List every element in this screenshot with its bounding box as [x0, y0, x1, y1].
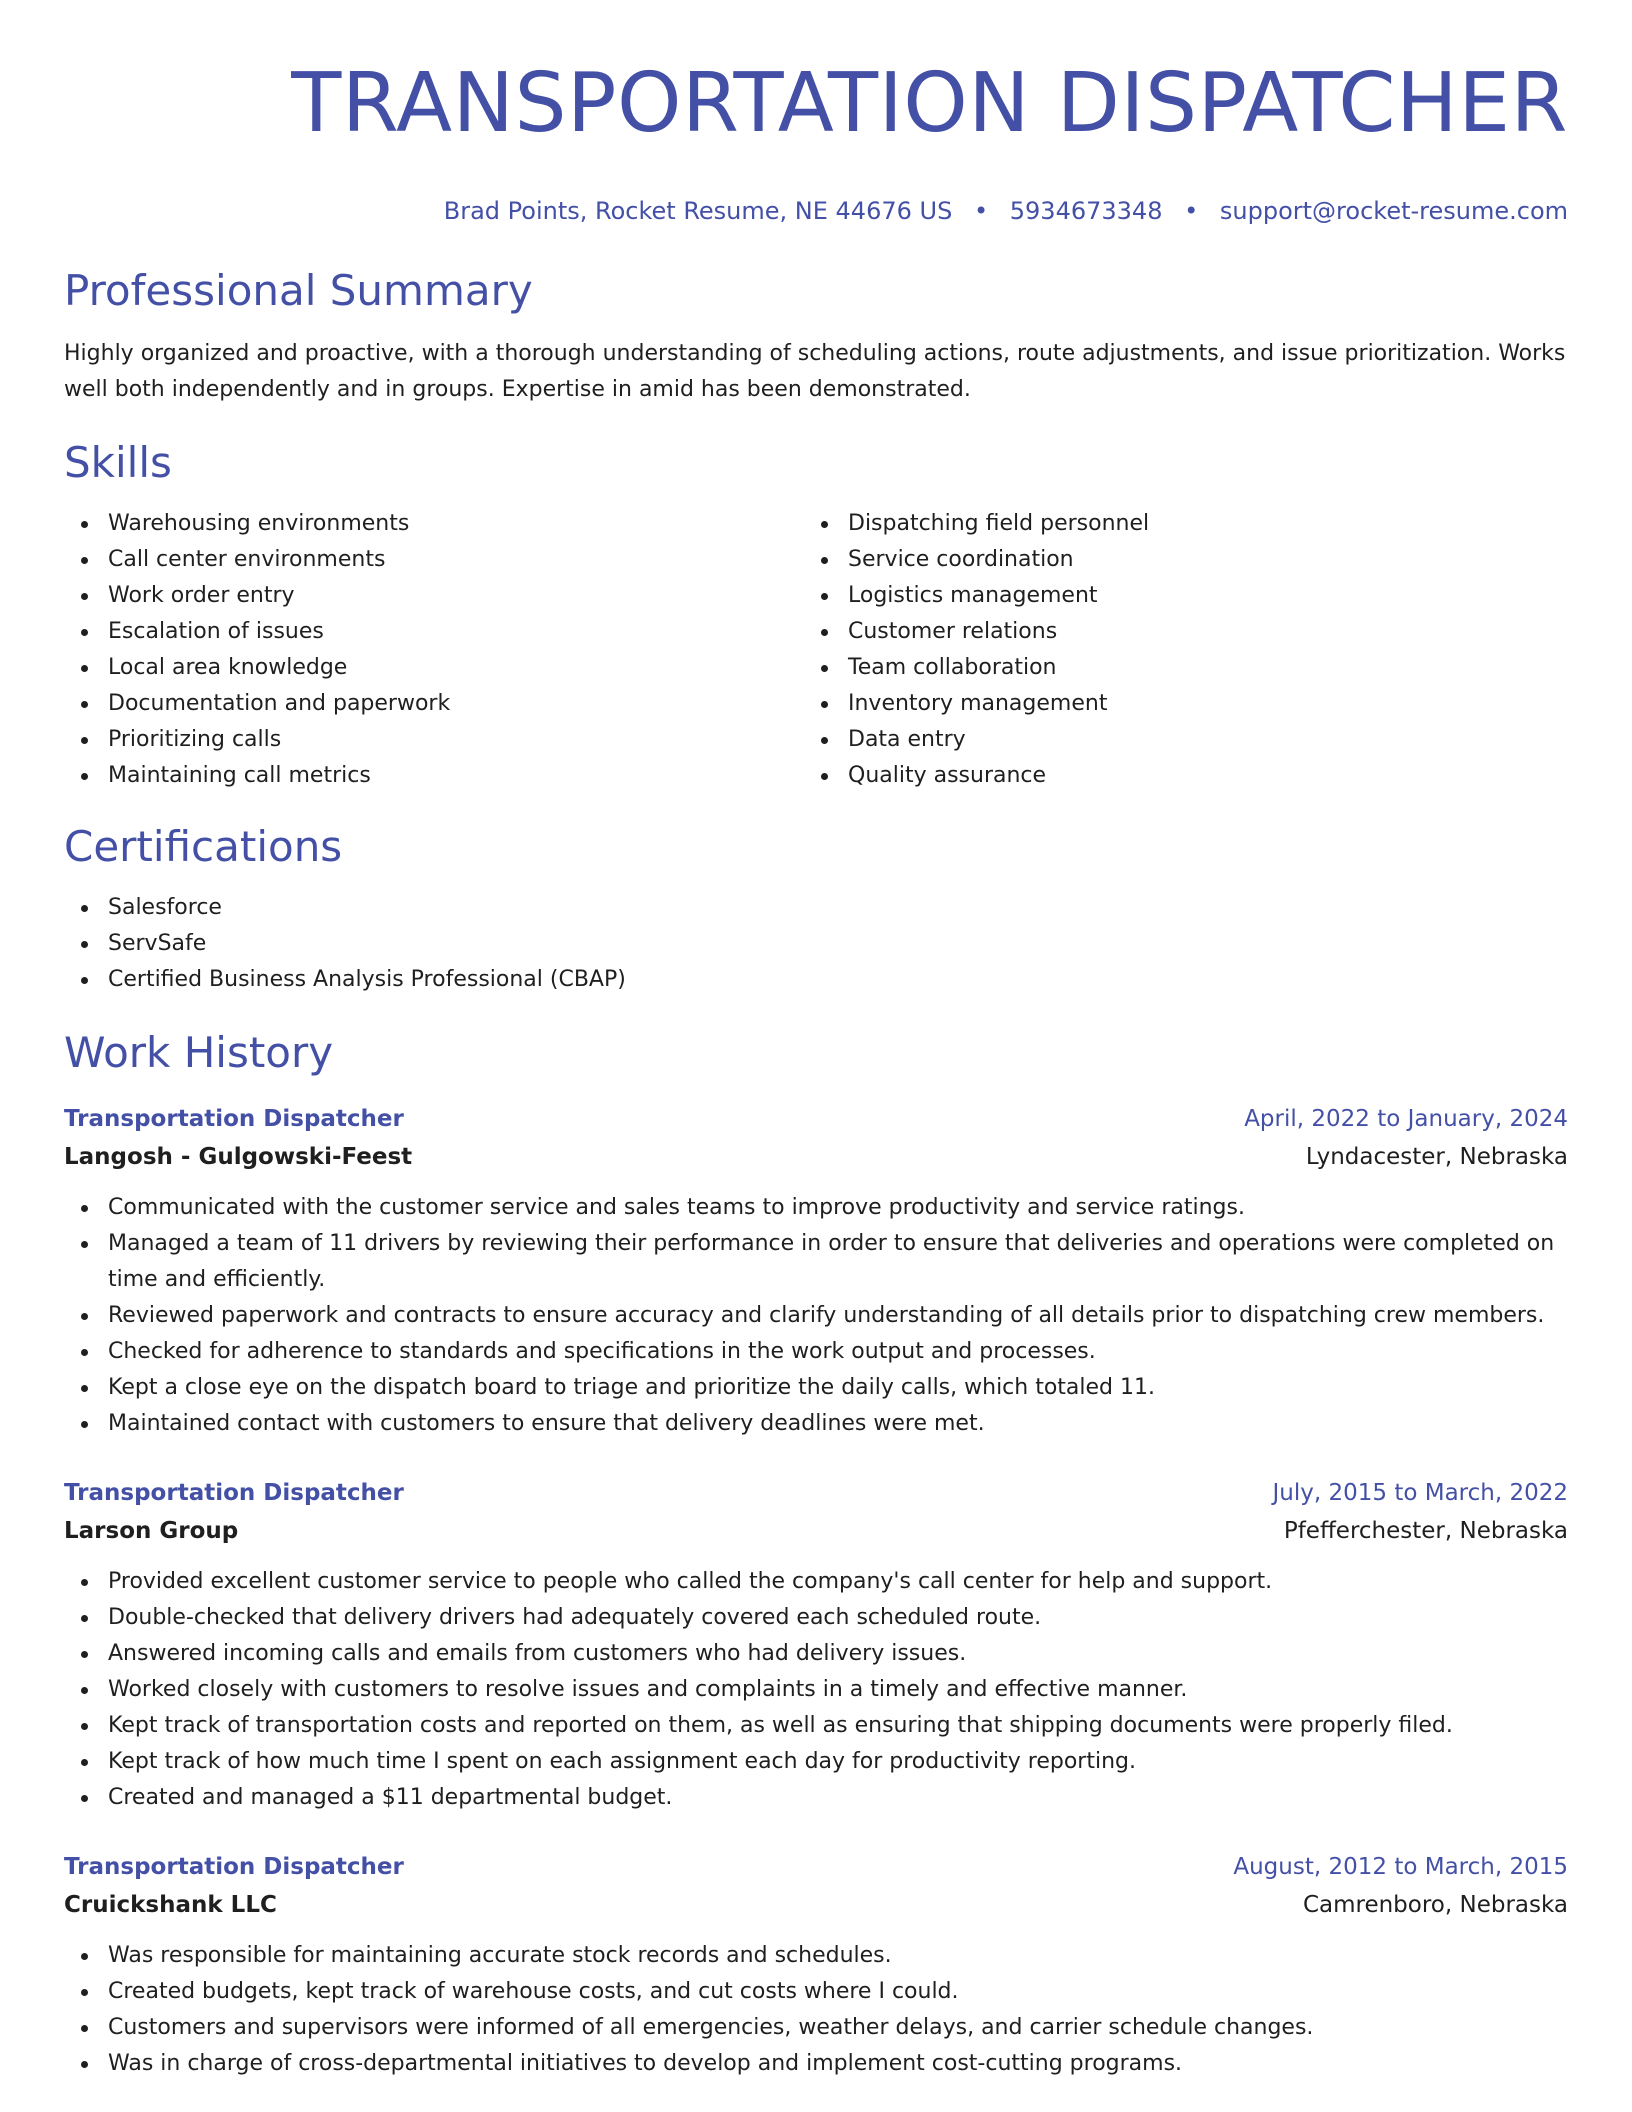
- list-item: Kept track of transportation costs and reported on them, as well as ensuring that shipping documents were properly filed.: [64, 1708, 1568, 1744]
- list-item: Customers and supervisors were informed of all emergencies, weather delays, and carrier schedule changes.: [64, 2010, 1568, 2046]
- list-item: Quality assurance: [804, 758, 1544, 794]
- job-entry: [64, 1848, 1568, 2082]
- list-item: Kept track of how much time I spent on each assignment each day for productivity reporting.: [64, 1744, 1568, 1780]
- job-company-row: [64, 1886, 1568, 1924]
- contact-line: [64, 196, 1568, 226]
- job-title: Transportation Dispatcher: [64, 1106, 404, 1132]
- list-item: Prioritizing calls: [64, 722, 804, 758]
- list-item: Double-checked that delivery drivers had adequately covered each scheduled route.: [64, 1600, 1568, 1636]
- list-item: Kept a close eye on the dispatch board to triage and prioritize the daily calls, which totaled 11.: [64, 1370, 1568, 1406]
- list-item: Documentation and paperwork: [64, 686, 804, 722]
- summary-text: Highly organized and proactive, with a thorough understanding of scheduling actions, route adjustments, and issue prioritization. Works well both independently and in groups. Expertise in amid has been demonstrated.: [64, 341, 1566, 402]
- contact-separator: •: [1184, 197, 1199, 225]
- list-item: Dispatching field personnel: [804, 506, 1544, 542]
- list-item: Answered incoming calls and emails from customers who had delivery issues.: [64, 1636, 1568, 1672]
- contact-address: Brad Points, Rocket Resume, NE 44676 US: [443, 197, 953, 225]
- list-item: Reviewed paperwork and contracts to ensure accuracy and clarify understanding of all details prior to dispatching crew members.: [64, 1298, 1568, 1334]
- list-item: Work order entry: [64, 578, 804, 614]
- list-item: Was responsible for maintaining accurate stock records and schedules.: [64, 1938, 1568, 1974]
- list-item: Created budgets, kept track of warehouse costs, and cut costs where I could.: [64, 1974, 1568, 2010]
- list-item: Provided excellent customer service to people who called the company's call center for help and support.: [64, 1564, 1568, 1600]
- job-title-row: [64, 1474, 1568, 1512]
- job-dates: April, 2022 to January, 2024: [1244, 1106, 1568, 1132]
- list-item: Maintaining call metrics: [64, 758, 804, 794]
- list-item: Escalation of issues: [64, 614, 804, 650]
- job-dates: July, 2015 to March, 2022: [1272, 1480, 1568, 1506]
- skills-list-right: [804, 506, 1544, 794]
- list-item: Managed a team of 11 drivers by reviewing their performance in order to ensure that deliveries and operations were completed on time and efficiently.: [64, 1226, 1568, 1298]
- list-item: ServSafe: [64, 926, 1568, 962]
- work-history-list: [64, 1100, 1568, 2082]
- list-item: Call center environments: [64, 542, 804, 578]
- list-item: Created and managed a $11 departmental budget.: [64, 1780, 1568, 1816]
- job-bullets: [64, 1564, 1568, 1816]
- contact-phone: 5934673348: [1009, 197, 1163, 225]
- contact-separator: •: [973, 197, 989, 225]
- job-company: Larson Group: [64, 1518, 239, 1544]
- section-heading-summary: Professional Summary: [64, 266, 533, 315]
- list-item: Maintained contact with customers to ensure that delivery deadlines were met.: [64, 1406, 1568, 1442]
- list-item: Customer relations: [804, 614, 1544, 650]
- list-item: Checked for adherence to standards and specifications in the work output and processes.: [64, 1334, 1568, 1370]
- job-bullets: [64, 1190, 1568, 1442]
- job-title-row: [64, 1848, 1568, 1886]
- job-company-row: [64, 1138, 1568, 1176]
- resume-title: TRANSPORTATION DISPATCHER: [291, 56, 1568, 151]
- skills-columns: [64, 506, 1568, 794]
- job-title-row: [64, 1100, 1568, 1138]
- job-entry: [64, 1100, 1568, 1442]
- job-company-row: [64, 1512, 1568, 1550]
- list-item: Team collaboration: [804, 650, 1544, 686]
- job-title: Transportation Dispatcher: [64, 1854, 404, 1880]
- list-item: Salesforce: [64, 890, 1568, 926]
- list-item: Inventory management: [804, 686, 1544, 722]
- job-bullets: [64, 1938, 1568, 2082]
- job-company: Langosh - Gulgowski-Feest: [64, 1144, 413, 1170]
- job-entry: [64, 1474, 1568, 1816]
- list-item: Logistics management: [804, 578, 1544, 614]
- job-location: Lyndacester, Nebraska: [1305, 1144, 1568, 1170]
- list-item: Warehousing environments: [64, 506, 804, 542]
- job-location: Camrenboro, Nebraska: [1302, 1892, 1568, 1918]
- job-title: Transportation Dispatcher: [64, 1480, 404, 1506]
- list-item: Was in charge of cross-departmental initiatives to develop and implement cost-cutting programs.: [64, 2046, 1568, 2082]
- list-item: Certified Business Analysis Professional (CBAP): [64, 962, 1568, 998]
- job-dates: August, 2012 to March, 2015: [1233, 1854, 1568, 1880]
- section-heading-skills: Skills: [64, 438, 172, 487]
- list-item: Data entry: [804, 722, 1544, 758]
- contact-email: support@rocket-resume.com: [1219, 197, 1568, 225]
- section-heading-certifications: Certifications: [64, 822, 343, 871]
- certifications-list: [64, 890, 1568, 998]
- list-item: Local area knowledge: [64, 650, 804, 686]
- skills-list-left: [64, 506, 804, 794]
- section-heading-work-history: Work History: [64, 1028, 334, 1077]
- list-item: Communicated with the customer service and sales teams to improve productivity and service ratings.: [64, 1190, 1568, 1226]
- job-location: Pfefferchester, Nebraska: [1283, 1518, 1568, 1544]
- job-company: Cruickshank LLC: [64, 1892, 277, 1918]
- list-item: Worked closely with customers to resolve issues and complaints in a timely and effective manner.: [64, 1672, 1568, 1708]
- list-item: Service coordination: [804, 542, 1544, 578]
